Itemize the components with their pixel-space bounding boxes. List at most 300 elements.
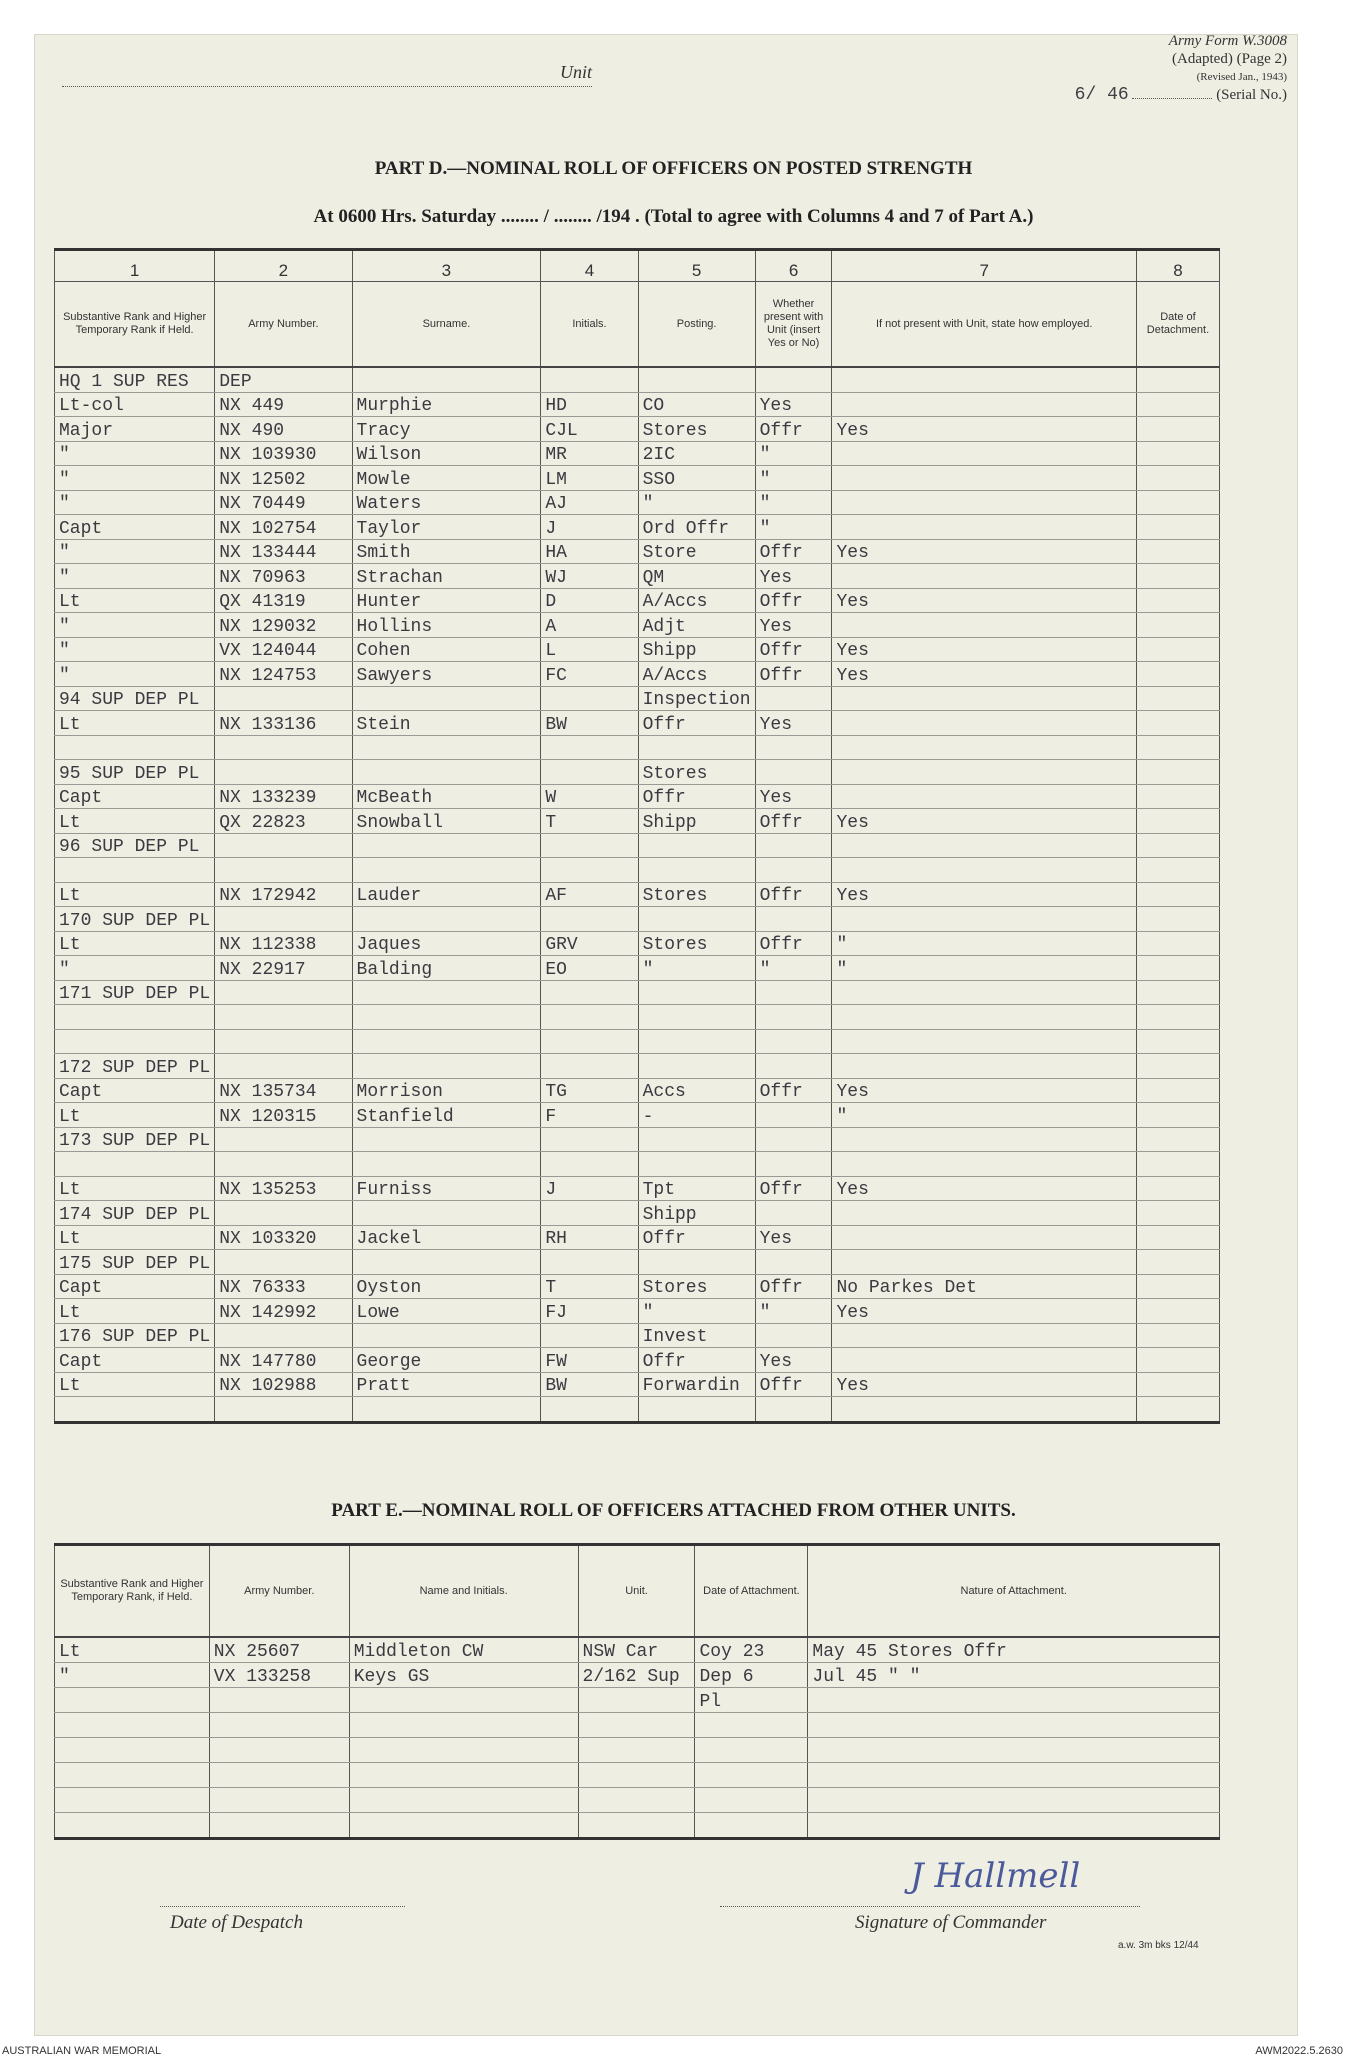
table-cell	[215, 1029, 352, 1054]
table-cell: Forwardin	[638, 1372, 755, 1397]
table-row	[55, 686, 1220, 711]
column-number: 8	[1136, 250, 1219, 282]
table-cell: FC	[541, 662, 638, 687]
table-row	[55, 466, 1220, 491]
table-cell: Offr	[638, 711, 755, 736]
part-d-table	[54, 248, 1220, 1424]
table-cell: QM	[638, 564, 755, 589]
table-cell: Yes	[832, 882, 1136, 907]
table-cell: NX 449	[215, 392, 352, 417]
table-cell	[352, 1250, 541, 1275]
table-cell: GRV	[541, 931, 638, 956]
table-cell	[638, 1152, 755, 1177]
table-cell	[215, 1397, 352, 1423]
table-row	[55, 809, 1220, 834]
table-cell	[808, 1738, 1220, 1763]
table-row	[55, 515, 1220, 540]
table-cell: "	[755, 490, 832, 515]
table-cell: 170 SUP DEP PL	[55, 907, 215, 932]
table-cell	[215, 1127, 352, 1152]
table-cell: Balding	[352, 956, 541, 981]
print-code: a.w. 3m bks 12/44	[1118, 1940, 1199, 1951]
table-cell	[541, 1250, 638, 1275]
table-cell: "	[55, 490, 215, 515]
despatch-line	[160, 1906, 405, 1907]
table-cell	[832, 1323, 1136, 1348]
column-label: Posting.	[638, 282, 755, 368]
table-cell	[1136, 441, 1219, 466]
table-cell: A/Accs	[638, 588, 755, 613]
table-cell: T	[541, 809, 638, 834]
table-cell: Invest	[638, 1323, 755, 1348]
table-cell: WJ	[541, 564, 638, 589]
table-cell	[215, 735, 352, 760]
table-cell	[1136, 588, 1219, 613]
table-cell	[1136, 515, 1219, 540]
table-cell: MR	[541, 441, 638, 466]
table-cell: Pratt	[352, 1372, 541, 1397]
table-cell: 174 SUP DEP PL	[55, 1201, 215, 1226]
table-cell: Capt	[55, 1348, 215, 1373]
table-cell: "	[55, 466, 215, 491]
column-number: 7	[832, 250, 1136, 282]
table-row	[55, 1738, 1220, 1763]
table-cell	[638, 735, 755, 760]
table-cell: Lt	[55, 1176, 215, 1201]
table-row	[55, 1005, 1220, 1030]
column-label: Army Number.	[209, 1545, 349, 1638]
table-cell	[349, 1688, 578, 1713]
table-cell: Hollins	[352, 613, 541, 638]
table-cell: Yes	[755, 784, 832, 809]
table-cell: Stores	[638, 1274, 755, 1299]
table-cell: Adjt	[638, 613, 755, 638]
table-cell	[578, 1713, 695, 1738]
table-cell	[209, 1813, 349, 1839]
table-cell	[808, 1688, 1220, 1713]
table-cell: NX 135253	[215, 1176, 352, 1201]
table-cell	[832, 1397, 1136, 1423]
table-cell	[55, 735, 215, 760]
table-cell: Yes	[832, 1078, 1136, 1103]
table-cell	[1136, 1078, 1219, 1103]
table-cell	[55, 1152, 215, 1177]
table-cell	[349, 1813, 578, 1839]
table-cell: Capt	[55, 1274, 215, 1299]
table-cell	[755, 1201, 832, 1226]
table-cell: Lt	[55, 1225, 215, 1250]
table-cell: Lt	[55, 882, 215, 907]
table-cell: NX 12502	[215, 466, 352, 491]
table-row	[55, 760, 1220, 785]
table-cell	[808, 1788, 1220, 1813]
table-cell	[578, 1688, 695, 1713]
table-row	[55, 1201, 1220, 1226]
table-cell: "	[55, 662, 215, 687]
table-cell: Waters	[352, 490, 541, 515]
table-cell	[55, 1397, 215, 1423]
table-cell	[1136, 858, 1219, 883]
table-cell	[638, 1250, 755, 1275]
table-cell: Tracy	[352, 417, 541, 442]
table-cell: NX 133444	[215, 539, 352, 564]
column-label: Army Number.	[215, 282, 352, 368]
table-cell: McBeath	[352, 784, 541, 809]
table-cell	[1136, 1005, 1219, 1030]
table-cell: Offr	[755, 1078, 832, 1103]
table-cell	[832, 466, 1136, 491]
table-cell: Offr	[755, 662, 832, 687]
table-cell: Capt	[55, 1078, 215, 1103]
table-cell: FW	[541, 1348, 638, 1373]
table-cell: "	[755, 515, 832, 540]
signature-line	[720, 1906, 1140, 1907]
table-cell	[695, 1788, 808, 1813]
table-cell	[55, 1005, 215, 1030]
table-cell	[832, 1029, 1136, 1054]
serial-label: (Serial No.)	[1216, 87, 1287, 103]
table-cell: NX 133136	[215, 711, 352, 736]
table-cell	[695, 1763, 808, 1788]
table-cell	[832, 1054, 1136, 1079]
table-cell: Stores	[638, 931, 755, 956]
table-cell: "	[755, 956, 832, 981]
table-cell	[638, 1127, 755, 1152]
table-cell: Lt	[55, 1372, 215, 1397]
table-cell	[755, 1323, 832, 1348]
table-cell: F	[541, 1103, 638, 1128]
table-cell	[638, 367, 755, 392]
table-cell: "	[638, 956, 755, 981]
table-cell: 172 SUP DEP PL	[55, 1054, 215, 1079]
table-row	[55, 539, 1220, 564]
table-cell: AJ	[541, 490, 638, 515]
table-cell: Offr	[755, 1274, 832, 1299]
column-label: If not present with Unit, state how employed.	[832, 282, 1136, 368]
table-cell	[755, 1054, 832, 1079]
table-cell: NX 172942	[215, 882, 352, 907]
table-cell	[352, 1005, 541, 1030]
table-cell	[578, 1738, 695, 1763]
table-cell	[352, 1201, 541, 1226]
form-adapted: (Adapted) (Page 2)	[1172, 51, 1287, 67]
column-label: Initials.	[541, 282, 638, 368]
table-row	[55, 711, 1220, 736]
table-cell	[1136, 1348, 1219, 1373]
table-cell	[755, 980, 832, 1005]
table-cell	[1136, 1323, 1219, 1348]
table-cell: Shipp	[638, 1201, 755, 1226]
table-cell: NX 76333	[215, 1274, 352, 1299]
table-cell	[1136, 809, 1219, 834]
table-cell: 2/162 Sup	[578, 1663, 695, 1688]
table-cell	[832, 367, 1136, 392]
table-cell: Yes	[832, 637, 1136, 662]
table-cell: "	[638, 1299, 755, 1324]
table-cell	[638, 980, 755, 1005]
table-cell	[808, 1813, 1220, 1839]
table-cell	[755, 858, 832, 883]
table-cell	[349, 1713, 578, 1738]
table-cell	[755, 760, 832, 785]
table-cell	[808, 1763, 1220, 1788]
table-cell: VX 133258	[209, 1663, 349, 1688]
table-cell: NX 103930	[215, 441, 352, 466]
table-cell	[55, 1738, 210, 1763]
table-cell	[1136, 1029, 1219, 1054]
table-cell	[215, 686, 352, 711]
part-d-title: PART D.—NOMINAL ROLL OF OFFICERS ON POSTED STRENGTH	[374, 158, 973, 179]
table-cell: LM	[541, 466, 638, 491]
table-cell: Mowle	[352, 466, 541, 491]
table-cell: "	[55, 1663, 210, 1688]
table-cell: Yes	[755, 711, 832, 736]
table-cell: Keys GS	[349, 1663, 578, 1688]
table-row	[55, 1078, 1220, 1103]
table-cell	[541, 1323, 638, 1348]
table-cell: HQ 1 SUP RES	[55, 367, 215, 392]
part-e-title: PART E.—NOMINAL ROLL OF OFFICERS ATTACHED FROM OTHER UNITS.	[331, 1500, 1016, 1521]
table-cell	[1136, 417, 1219, 442]
table-cell: L	[541, 637, 638, 662]
table-cell: A	[541, 613, 638, 638]
table-cell: Lt	[55, 1103, 215, 1128]
table-cell	[832, 907, 1136, 932]
table-cell	[541, 735, 638, 760]
column-number: 6	[755, 250, 832, 282]
table-row	[55, 1637, 1220, 1663]
table-cell: "	[55, 564, 215, 589]
table-cell: NX 135734	[215, 1078, 352, 1103]
table-cell: TG	[541, 1078, 638, 1103]
signature-label: Signature of Commander	[855, 1912, 1047, 1933]
table-row	[55, 1299, 1220, 1324]
table-cell	[541, 1152, 638, 1177]
table-cell: Yes	[832, 1299, 1136, 1324]
credit-right: AWM2022.5.2630	[1255, 2045, 1343, 2057]
table-cell	[1136, 564, 1219, 589]
table-cell	[755, 1250, 832, 1275]
table-cell	[638, 907, 755, 932]
table-cell: Jackel	[352, 1225, 541, 1250]
table-cell: Lt	[55, 931, 215, 956]
table-cell: Offr	[755, 417, 832, 442]
table-cell: NX 112338	[215, 931, 352, 956]
table-cell	[695, 1738, 808, 1763]
table-cell: Lauder	[352, 882, 541, 907]
table-cell	[352, 1323, 541, 1348]
table-cell: Offr	[638, 1348, 755, 1373]
table-cell: Shipp	[638, 637, 755, 662]
table-cell: Pl	[695, 1688, 808, 1713]
serial-value: 6/ 46	[1074, 85, 1129, 105]
table-cell	[1136, 367, 1219, 392]
table-cell	[352, 735, 541, 760]
table-cell	[541, 367, 638, 392]
table-cell	[638, 1029, 755, 1054]
table-cell	[755, 1103, 832, 1128]
table-cell: Tpt	[638, 1176, 755, 1201]
table-cell	[1136, 760, 1219, 785]
table-cell	[215, 907, 352, 932]
table-cell: "	[832, 956, 1136, 981]
table-cell: Lt	[55, 711, 215, 736]
table-row	[55, 858, 1220, 883]
table-cell: Yes	[755, 564, 832, 589]
table-cell: "	[55, 539, 215, 564]
table-cell	[541, 858, 638, 883]
table-cell: NX 22917	[215, 956, 352, 981]
table-cell: 173 SUP DEP PL	[55, 1127, 215, 1152]
table-cell: 94 SUP DEP PL	[55, 686, 215, 711]
column-label: Name and Initials.	[349, 1545, 578, 1638]
table-cell	[755, 735, 832, 760]
table-cell	[832, 613, 1136, 638]
table-cell: Offr	[755, 931, 832, 956]
table-cell	[215, 858, 352, 883]
table-cell: Jul 45 " "	[808, 1663, 1220, 1688]
column-number: 5	[638, 250, 755, 282]
table-row	[55, 1763, 1220, 1788]
table-cell: Hunter	[352, 588, 541, 613]
table-row	[55, 907, 1220, 932]
column-number-row	[55, 250, 1220, 282]
table-cell	[808, 1713, 1220, 1738]
table-cell	[1136, 1299, 1219, 1324]
table-cell	[832, 833, 1136, 858]
table-row	[55, 1397, 1220, 1423]
table-cell	[1136, 907, 1219, 932]
table-cell	[832, 980, 1136, 1005]
table-row	[55, 1274, 1220, 1299]
table-cell	[541, 760, 638, 785]
table-cell	[55, 1688, 210, 1713]
table-row	[55, 931, 1220, 956]
table-cell	[352, 1397, 541, 1423]
table-cell	[1136, 956, 1219, 981]
table-cell: "	[55, 441, 215, 466]
table-row	[55, 1250, 1220, 1275]
table-cell: Cohen	[352, 637, 541, 662]
table-cell: "	[755, 441, 832, 466]
table-cell: Morrison	[352, 1078, 541, 1103]
table-cell: "	[832, 931, 1136, 956]
table-cell	[1136, 637, 1219, 662]
table-cell: FJ	[541, 1299, 638, 1324]
table-cell: Lowe	[352, 1299, 541, 1324]
table-cell	[215, 980, 352, 1005]
table-cell	[349, 1788, 578, 1813]
table-row	[55, 784, 1220, 809]
table-cell: NX 102754	[215, 515, 352, 540]
table-cell: HD	[541, 392, 638, 417]
table-cell	[541, 833, 638, 858]
unit-label: Unit	[559, 62, 592, 82]
table-cell: DEP	[215, 367, 352, 392]
part-e-rows	[55, 1637, 1220, 1839]
table-cell	[1136, 539, 1219, 564]
table-cell: HA	[541, 539, 638, 564]
part-d-rows	[55, 367, 1220, 1422]
table-cell	[695, 1713, 808, 1738]
table-cell: "	[55, 956, 215, 981]
table-cell: NX 124753	[215, 662, 352, 687]
table-cell: Snowball	[352, 809, 541, 834]
table-cell: J	[541, 1176, 638, 1201]
table-cell: Offr	[755, 1372, 832, 1397]
table-cell: Yes	[832, 1176, 1136, 1201]
table-cell: Offr	[638, 1225, 755, 1250]
table-cell	[352, 1029, 541, 1054]
table-row	[55, 1713, 1220, 1738]
table-cell: No Parkes Det	[832, 1274, 1136, 1299]
table-cell: "	[755, 466, 832, 491]
column-number: 2	[215, 250, 352, 282]
table-cell	[1136, 1201, 1219, 1226]
table-cell: D	[541, 588, 638, 613]
table-cell	[832, 1005, 1136, 1030]
table-cell: Middleton CW	[349, 1637, 578, 1663]
table-cell	[541, 1054, 638, 1079]
table-cell	[755, 686, 832, 711]
table-row	[55, 392, 1220, 417]
table-cell: Offr	[755, 882, 832, 907]
table-cell: Capt	[55, 515, 215, 540]
table-cell: BW	[541, 1372, 638, 1397]
table-cell: "	[755, 1299, 832, 1324]
table-cell	[755, 907, 832, 932]
table-cell: BW	[541, 711, 638, 736]
table-cell	[638, 833, 755, 858]
table-cell	[1136, 392, 1219, 417]
table-cell: T	[541, 1274, 638, 1299]
table-cell	[1136, 662, 1219, 687]
table-cell	[755, 833, 832, 858]
table-row	[55, 1176, 1220, 1201]
table-cell	[832, 490, 1136, 515]
table-cell: RH	[541, 1225, 638, 1250]
table-cell	[352, 1152, 541, 1177]
table-cell	[541, 980, 638, 1005]
table-cell: J	[541, 515, 638, 540]
table-row	[55, 956, 1220, 981]
table-row	[55, 1663, 1220, 1688]
column-number: 3	[352, 250, 541, 282]
table-cell	[352, 367, 541, 392]
table-cell: QX 22823	[215, 809, 352, 834]
table-cell	[832, 1348, 1136, 1373]
part-e-table	[54, 1543, 1220, 1840]
table-cell	[638, 1397, 755, 1423]
table-cell: Offr	[755, 637, 832, 662]
table-cell	[349, 1763, 578, 1788]
table-row	[55, 613, 1220, 638]
table-row	[55, 1127, 1220, 1152]
table-cell: Stein	[352, 711, 541, 736]
table-cell: Yes	[755, 1225, 832, 1250]
column-label: Whether present with Unit (insert Yes or No)	[755, 282, 832, 368]
table-cell: Strachan	[352, 564, 541, 589]
table-cell: 171 SUP DEP PL	[55, 980, 215, 1005]
table-row	[55, 588, 1220, 613]
table-cell	[55, 858, 215, 883]
table-row	[55, 1372, 1220, 1397]
table-row	[55, 735, 1220, 760]
table-cell: Offr	[755, 1176, 832, 1201]
table-cell	[215, 1005, 352, 1030]
table-cell	[755, 1127, 832, 1152]
commander-signature: J Hallmell	[910, 1856, 1081, 1896]
